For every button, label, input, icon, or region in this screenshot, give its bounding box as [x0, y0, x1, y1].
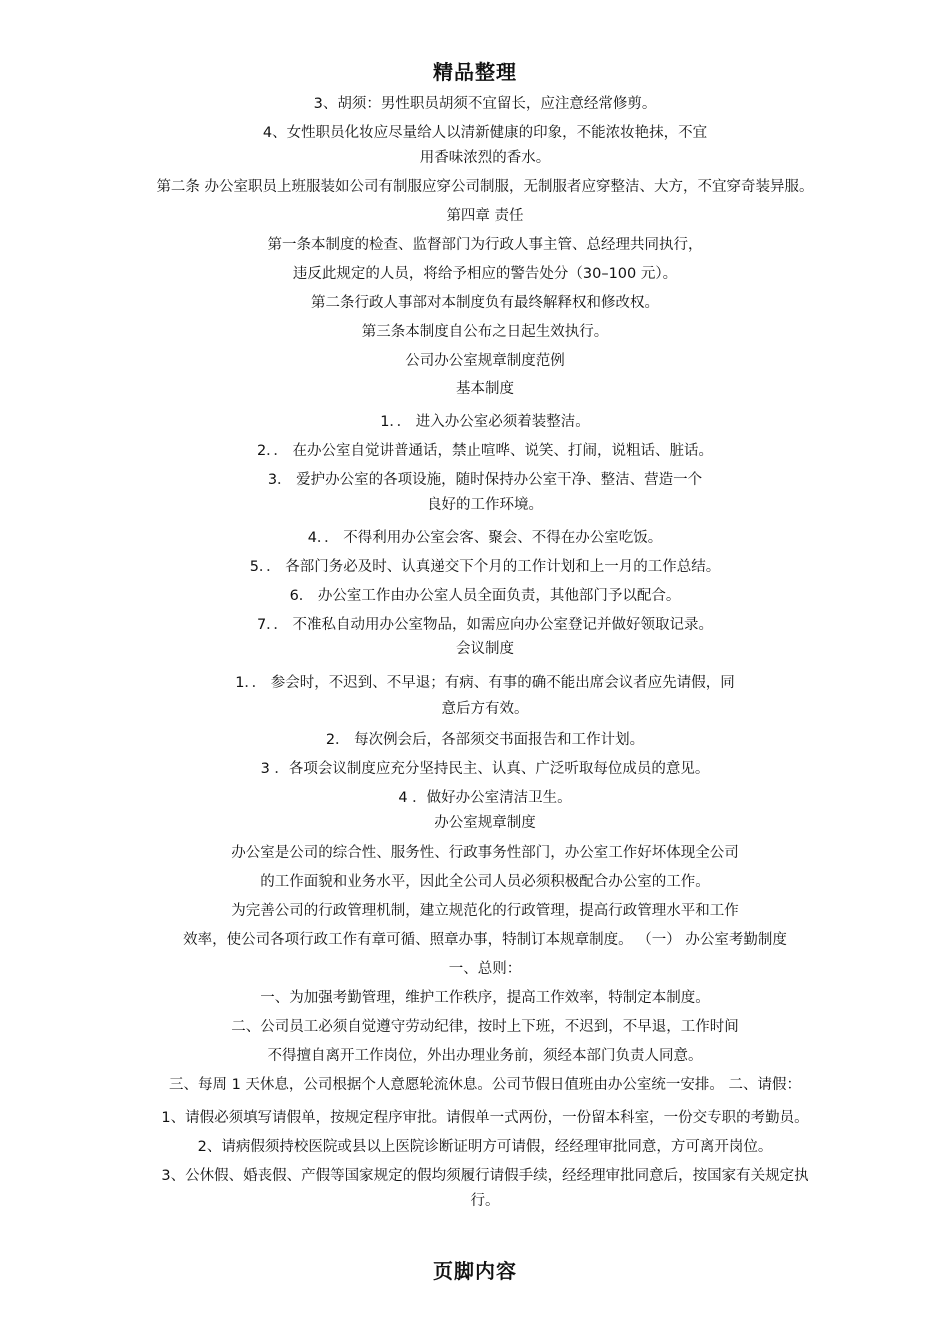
- text-line: 第三条本制度自公布之日起生效执行。: [361, 324, 609, 340]
- text-line: 第一条本制度的检查、监督部门为行政人事主管、总经理共同执行，: [267, 237, 703, 253]
- text-line: 用香味浓烈的香水。: [419, 150, 551, 166]
- text-line: 效率，使公司各项行政工作有章可循、照章办事，特制订本规章制度。 （一） 办公室考勤制度: [183, 932, 787, 948]
- text-line: 1．． 参会时，不迟到、不早退；有病、有事的确不能出席会议者应先请假，同: [235, 675, 735, 691]
- text-line: 会议制度: [456, 641, 514, 657]
- text-line: 2．． 在办公室自觉讲普通话，禁止喧哗、说笑、打闹，说粗话、脏话。: [256, 443, 714, 459]
- text-line: 1．． 进入办公室必须着装整洁。: [380, 414, 590, 430]
- text-line: 1、请假必须填写请假单，按规定程序审批。请假单一式两份，一份留本科室，一份交专职的考勤员。: [161, 1110, 809, 1126]
- text-line: 行。: [470, 1193, 500, 1209]
- text-line: 办公室规章制度: [434, 815, 536, 831]
- text-line: 7．． 不准私自动用办公室物品，如需应向办公室登记并做好领取记录。: [256, 617, 714, 633]
- text-line: 为完善公司的行政管理机制，建立规范化的行政管理，提高行政管理水平和工作: [231, 903, 739, 919]
- text-line: 良好的工作环境。: [427, 497, 543, 513]
- text-line: 第二条行政人事部对本制度负有最终解释权和修改权。: [311, 295, 659, 311]
- text-line: 第二条 办公室职员上班服装如公司有制服应穿公司制服，无制服者应穿整洁、大方，不宜穿奇装异服。: [156, 179, 814, 195]
- text-line: 5．． 各部门务必及时、认真递交下个月的工作计划和上一月的工作总结。: [249, 559, 721, 575]
- text-line: 违反此规定的人员，将给予相应的警告处分（30–100 元）。: [292, 266, 678, 282]
- text-line: 3． 爱护办公室的各项设施，随时保持办公室干净、整洁、营造一个: [267, 472, 703, 488]
- text-line: 三、每周 1 天休息，公司根据个人意愿轮流休息。公司节假日值班由办公室统一安排。 二、请假：: [168, 1077, 802, 1093]
- text-line: 4 ．做好办公室清洁卫生。: [398, 790, 572, 806]
- text-line: 办公室是公司的综合性、服务性、行政事务性部门，办公室工作好坏体现全公司: [231, 845, 739, 861]
- text-line: 不得擅自离开工作岗位，外出办理业务前，须经本部门负责人同意。: [267, 1048, 703, 1064]
- text-line: 意后方有效。: [441, 701, 529, 717]
- text-line: 4、女性职员化妆应尽量给人以清新健康的印象，不能浓妆艳抹，不宜: [262, 125, 708, 141]
- text-line: 一、为加强考勤管理，维护工作秩序，提高工作效率，特制定本制度。: [260, 990, 710, 1006]
- text-line: 3、公休假、婚丧假、产假等国家规定的假均须履行请假手续，经经理审批同意后，按国家有关规定执: [161, 1168, 809, 1184]
- text-line: 第四章 责任: [446, 208, 524, 224]
- text-line: 公司办公室规章制度范例: [405, 353, 565, 369]
- text-line: 二、公司员工必须自觉遵守劳动纪律，按时上下班，不迟到，不早退，工作时间: [231, 1019, 739, 1035]
- text-line: 6． 办公室工作由办公室人员全面负责，其他部门予以配合。: [289, 588, 681, 604]
- text-line: 3 ．各项会议制度应充分坚持民主、认真、广泛听取每位成员的意见。: [260, 761, 710, 777]
- text-line: 2． 每次例会后，各部须交书面报告和工作计划。: [325, 732, 645, 748]
- page-header-title: 精品整理: [433, 60, 517, 84]
- text-line: 一、总则：: [448, 961, 522, 977]
- text-line: 的工作面貌和业务水平，因此全公司人员必须积极配合办公室的工作。: [260, 874, 710, 890]
- text-line: 4．． 不得利用办公室会客、聚会、不得在办公室吃饭。: [307, 530, 663, 546]
- text-line: 3、胡须：男性职员胡须不宜留长，应注意经常修剪。: [313, 96, 657, 112]
- text-line: 基本制度: [456, 381, 514, 397]
- page-footer-title: 页脚内容: [433, 1259, 517, 1283]
- text-line: 2、请病假须持校医院或县以上医院诊断证明方可请假，经经理审批同意，方可离开岗位。: [197, 1139, 773, 1155]
